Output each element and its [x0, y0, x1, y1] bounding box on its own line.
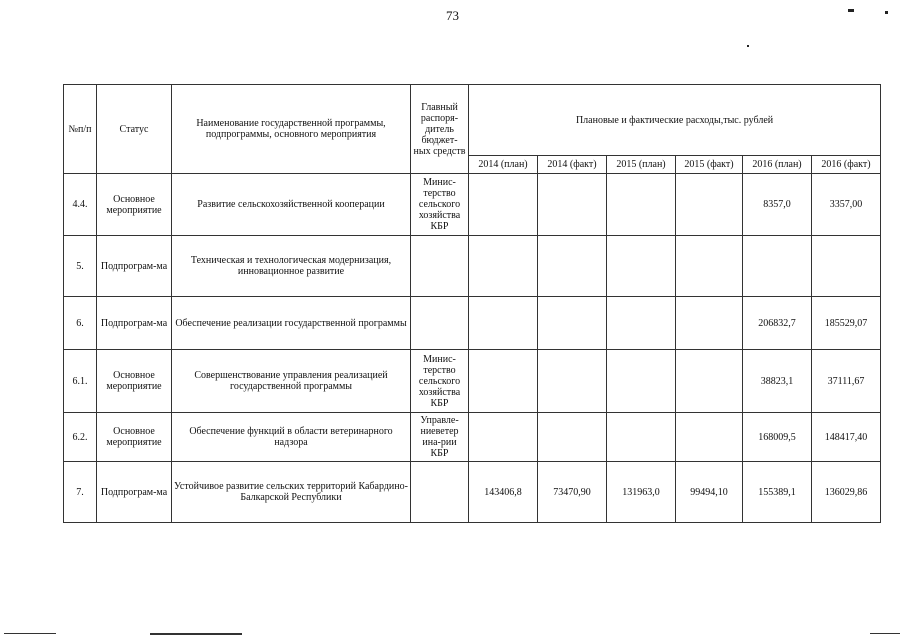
header-num: №п/п	[64, 85, 97, 174]
row-name: Обеспечение реализации государственной программы	[172, 297, 411, 350]
value-2014-fact	[538, 413, 607, 462]
row-status: Основное мероприятие	[97, 413, 172, 462]
row-status: Подпрограм-ма	[97, 236, 172, 297]
value-2015-plan	[607, 297, 676, 350]
header-year-2015-fact: 2015 (факт)	[676, 156, 743, 174]
header-year-2014-plan: 2014 (план)	[469, 156, 538, 174]
value-2014-fact	[538, 236, 607, 297]
row-manager	[411, 462, 469, 523]
row-num: 6.	[64, 297, 97, 350]
table-row	[64, 297, 881, 350]
value-2014-fact	[538, 297, 607, 350]
header-status: Статус	[97, 85, 172, 174]
value-2016-plan: 8357,0	[743, 174, 812, 236]
value-2016-plan: 38823,1	[743, 350, 812, 413]
value-2014-plan	[469, 413, 538, 462]
header-year-2015-plan: 2015 (план)	[607, 156, 676, 174]
value-2016-plan	[743, 236, 812, 297]
row-manager	[411, 297, 469, 350]
header-year-2016-fact: 2016 (факт)	[812, 156, 881, 174]
value-2016-plan: 168009,5	[743, 413, 812, 462]
value-2015-fact	[676, 413, 743, 462]
table-row	[64, 462, 881, 523]
value-2016-fact: 148417,40	[812, 413, 881, 462]
row-name: Совершенствование управления реализацией государственной программы	[172, 350, 411, 413]
scan-speck	[885, 11, 888, 14]
scan-footer-line	[4, 633, 56, 634]
table-row	[64, 174, 881, 236]
row-manager: Минис-терство сельского хозяйства КБР	[411, 174, 469, 236]
header-planned-expenses: Плановые и фактические расходы,тыс. рублей	[469, 85, 881, 156]
header-year-2016-plan: 2016 (план)	[743, 156, 812, 174]
value-2015-plan: 131963,0	[607, 462, 676, 523]
row-status: Основное мероприятие	[97, 174, 172, 236]
row-num: 5.	[64, 236, 97, 297]
table-row	[64, 350, 881, 413]
value-2014-plan	[469, 236, 538, 297]
value-2014-plan	[469, 297, 538, 350]
table-row	[64, 413, 881, 462]
value-2015-plan	[607, 350, 676, 413]
value-2016-fact	[812, 236, 881, 297]
value-2014-plan: 143406,8	[469, 462, 538, 523]
row-name: Обеспечение функций в области ветеринарного надзора	[172, 413, 411, 462]
value-2016-plan: 155389,1	[743, 462, 812, 523]
row-num: 4.4.	[64, 174, 97, 236]
row-status: Основное мероприятие	[97, 350, 172, 413]
header-year-2014-fact: 2014 (факт)	[538, 156, 607, 174]
row-name: Техническая и технологическая модернизация, инновационное развитие	[172, 236, 411, 297]
row-name: Устойчивое развитие сельских территорий Кабардино-Балкарской Республики	[172, 462, 411, 523]
row-num: 6.1.	[64, 350, 97, 413]
scan-speck	[848, 9, 854, 12]
value-2014-fact	[538, 174, 607, 236]
row-status: Подпрограм-ма	[97, 297, 172, 350]
value-2015-fact	[676, 297, 743, 350]
row-num: 6.2.	[64, 413, 97, 462]
value-2016-fact: 3357,00	[812, 174, 881, 236]
value-2014-plan	[469, 350, 538, 413]
value-2015-plan	[607, 236, 676, 297]
value-2015-fact	[676, 350, 743, 413]
row-manager: Минис-терство сельского хозяйства КБР	[411, 350, 469, 413]
table-row	[64, 236, 881, 297]
value-2015-plan	[607, 174, 676, 236]
header-manager: Главный распоря-дитель бюджет-ных средств	[411, 85, 469, 174]
row-manager: Управле-ниеветер ина-рии КБР	[411, 413, 469, 462]
value-2014-fact	[538, 350, 607, 413]
row-status: Подпрограм-ма	[97, 462, 172, 523]
header-name: Наименование государственной программы, подпрограммы, основного мероприятия	[172, 85, 411, 174]
scan-speck	[747, 45, 749, 47]
value-2016-fact: 185529,07	[812, 297, 881, 350]
value-2016-plan: 206832,7	[743, 297, 812, 350]
value-2016-fact: 136029,86	[812, 462, 881, 523]
scan-footer-line	[150, 633, 242, 635]
scan-footer-line	[870, 633, 900, 634]
value-2015-plan	[607, 413, 676, 462]
value-2015-fact	[676, 174, 743, 236]
value-2014-plan	[469, 174, 538, 236]
value-2015-fact	[676, 236, 743, 297]
page-number: 73	[446, 8, 459, 23]
value-2015-fact: 99494,10	[676, 462, 743, 523]
row-manager	[411, 236, 469, 297]
row-name: Развитие сельскохозяйственной кооперации	[172, 174, 411, 236]
budget-table	[63, 84, 881, 523]
value-2014-fact: 73470,90	[538, 462, 607, 523]
row-num: 7.	[64, 462, 97, 523]
value-2016-fact: 37111,67	[812, 350, 881, 413]
